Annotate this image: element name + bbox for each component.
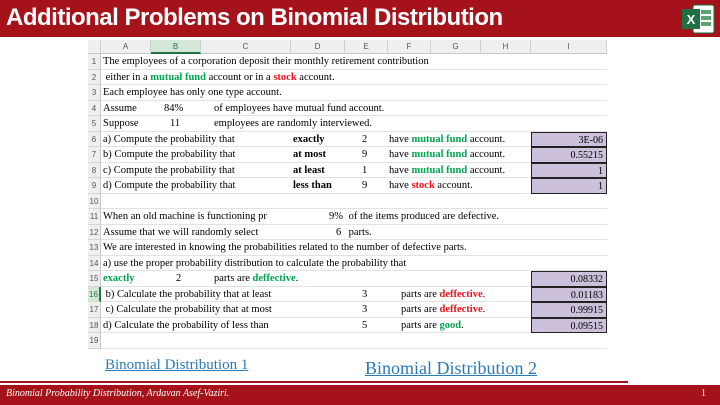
result-cell-i18[interactable]: 0.09515	[531, 318, 607, 334]
cell-a11[interactable]: When an old machine is functioning pr	[103, 211, 267, 222]
stock-label: stock	[411, 180, 435, 191]
cell-a14[interactable]: a) use the proper probability distribution to calculate the probability that	[103, 257, 407, 269]
cell-a4[interactable]: Assume	[103, 102, 137, 114]
binomial-distribution-2-link[interactable]: Binomial Distribution 2	[365, 358, 538, 378]
sheet-row-7[interactable]	[101, 147, 607, 163]
row-header-14[interactable]: 14	[88, 256, 101, 272]
sheet-row-11[interactable]	[101, 209, 607, 225]
cell-c5[interactable]: employees are randomly interviewed.	[214, 118, 373, 129]
cell-e17[interactable]: 3	[362, 304, 368, 315]
title-bar	[0, 0, 720, 37]
column-header-g[interactable]: G	[431, 40, 481, 54]
text-segment: .	[295, 273, 299, 284]
column-header-f[interactable]: F	[388, 40, 431, 54]
result-cell-i9[interactable]: 1	[531, 178, 607, 194]
binomial-distribution-1-link[interactable]: Binomial Distribution 1	[105, 357, 249, 373]
result-cell-i15[interactable]: 0.08332	[531, 271, 607, 287]
result-cell-i8[interactable]: 1	[531, 163, 607, 179]
sheet-row-1[interactable]	[101, 54, 607, 70]
row-header-3[interactable]: 3	[88, 85, 101, 101]
text-segment: .	[482, 304, 486, 315]
excel-icon-letter: X	[686, 12, 696, 27]
result-cell-i17[interactable]: 0.99915	[531, 302, 607, 318]
cell-e18[interactable]: 5	[362, 319, 368, 331]
row-header-10[interactable]: 10	[88, 194, 101, 210]
cell-e7[interactable]: 9	[362, 149, 368, 160]
column-header-a[interactable]: A	[101, 40, 151, 54]
cell-e8[interactable]: 1	[362, 164, 368, 176]
row-header-6[interactable]: 6	[88, 132, 101, 148]
good-label: good	[439, 319, 462, 331]
row-header-18[interactable]: 18	[88, 318, 101, 334]
text-segment: account.	[434, 180, 473, 191]
mutual-fund-label: mutual fund	[411, 133, 468, 145]
cell-a8[interactable]: c) Compute the probability that	[103, 164, 235, 176]
column-header-b[interactable]: B	[151, 40, 201, 54]
text-segment: .	[482, 288, 486, 300]
row-header-15[interactable]: 15	[88, 271, 101, 287]
cell-a16[interactable]: b) Calculate the probability that at least	[103, 288, 272, 300]
cell-e16[interactable]: 3	[362, 288, 368, 300]
cell-e9[interactable]: 9	[362, 180, 368, 191]
cell-f16[interactable]	[401, 287, 485, 302]
row-header-16[interactable]: 16	[88, 287, 101, 303]
sheet-row-16[interactable]	[101, 287, 607, 303]
cell-a1[interactable]: The employees of a corporation deposit their monthly retirement contribution	[103, 56, 429, 67]
spreadsheet[interactable]	[88, 40, 607, 352]
column-header-h[interactable]: H	[481, 40, 531, 54]
sheet-row-10[interactable]	[101, 194, 607, 210]
mutual-fund-label: mutual fund	[411, 164, 468, 176]
cell-c15[interactable]	[214, 271, 298, 286]
defective-label: deffective	[439, 304, 483, 315]
sheet-row-5[interactable]	[101, 116, 607, 132]
row-header-7[interactable]: 7	[88, 147, 101, 163]
text-segment: account.	[467, 133, 506, 145]
text-segment: have	[389, 133, 412, 145]
cell-b15[interactable]: 2	[176, 273, 182, 284]
cell-a6[interactable]: a) Compute the probability that	[103, 133, 235, 145]
sheet-row-14[interactable]	[101, 256, 607, 272]
text-segment: have	[389, 149, 412, 160]
cell-a7[interactable]: b) Compute the probability that	[103, 149, 236, 160]
cell-e6[interactable]: 2	[362, 133, 368, 145]
footer-text: Binomial Probability Distribution, Ardavan Asef-Vaziri.	[6, 388, 230, 399]
cell-d12[interactable]: 6	[336, 226, 342, 238]
cell-d7[interactable]: at most	[293, 149, 326, 160]
sheet-row-15[interactable]	[101, 271, 607, 287]
text-segment: either in a	[103, 71, 151, 83]
row-header-17[interactable]: 17	[88, 302, 101, 318]
text-segment: parts are	[401, 288, 440, 300]
cell-a13[interactable]: We are interested in knowing the probabilities related to the number of defective parts.	[103, 242, 467, 253]
sheet-row-18[interactable]	[101, 318, 607, 334]
cell-a18[interactable]: d) Calculate the probability of less than	[103, 319, 269, 331]
row-header-13[interactable]: 13	[88, 240, 101, 256]
select-all-corner[interactable]	[88, 40, 101, 54]
sheet-row-12[interactable]	[101, 225, 607, 241]
cell-a15[interactable]: exactly	[103, 273, 135, 284]
sheet-row-4[interactable]	[101, 101, 607, 117]
page-number: 1	[701, 388, 706, 399]
row-header-8[interactable]: 8	[88, 163, 101, 179]
result-cell-i6[interactable]: 3E-06	[531, 132, 607, 148]
sheet-row-19[interactable]	[101, 333, 607, 349]
mutual-fund-label: mutual fund	[411, 149, 468, 160]
cell-a12[interactable]: Assume that we will randomly select	[103, 226, 259, 238]
row-header-12[interactable]: 12	[88, 225, 101, 241]
sheet-row-9[interactable]	[101, 178, 607, 194]
row-header-4[interactable]: 4	[88, 101, 101, 117]
cell-e12[interactable]: parts.	[346, 226, 372, 238]
excel-icon[interactable]	[681, 4, 715, 34]
sheet-row-6[interactable]	[101, 132, 607, 148]
cell-f8[interactable]	[389, 163, 505, 178]
row-header-9[interactable]: 9	[88, 178, 101, 194]
column-header-c[interactable]: C	[201, 40, 291, 54]
defective-label: deffective	[252, 273, 296, 284]
cell-a5[interactable]: Suppose	[103, 118, 139, 129]
cell-d8[interactable]: at least	[293, 164, 325, 176]
cell-b4[interactable]: 84%	[164, 102, 184, 114]
cell-e11[interactable]: of the items produced are defective.	[346, 211, 500, 222]
slide-title: Additional Problems on Binomial Distribution	[6, 4, 503, 31]
cell-c4[interactable]: of employees have mutual fund account.	[214, 102, 385, 114]
cell-d9[interactable]: less than	[293, 180, 332, 191]
row-header-11[interactable]: 11	[88, 209, 101, 225]
text-segment: account.	[296, 71, 335, 83]
defective-label: deffective	[439, 288, 483, 300]
sheet-row-2[interactable]	[101, 70, 607, 86]
row-header-2[interactable]: 2	[88, 70, 101, 86]
sheet-row-13[interactable]	[101, 240, 607, 256]
cell-d11[interactable]: 9%	[329, 211, 343, 222]
footer-divider	[0, 381, 628, 383]
cell-f6[interactable]	[389, 132, 505, 147]
footer-bar	[0, 385, 720, 405]
cell-f18[interactable]	[401, 318, 464, 333]
mutual-fund-label: mutual fund	[150, 71, 206, 83]
row-header-19[interactable]: 19	[88, 333, 101, 349]
text-segment: parts are	[401, 304, 440, 315]
cell-a17[interactable]: c) Calculate the probability that at most	[103, 304, 272, 315]
column-header-e[interactable]: E	[345, 40, 388, 54]
row-header-1[interactable]: 1	[88, 54, 101, 70]
sheet-row-8[interactable]	[101, 163, 607, 179]
text-segment: parts are	[214, 273, 253, 284]
column-header-d[interactable]: D	[291, 40, 345, 54]
text-segment: account or in a	[205, 71, 274, 83]
row-header-5[interactable]: 5	[88, 116, 101, 132]
text-segment: have	[389, 180, 412, 191]
text-segment: account.	[467, 164, 506, 176]
cell-d6[interactable]: exactly	[293, 133, 325, 145]
result-cell-i7[interactable]: 0.55215	[531, 147, 607, 163]
result-cell-i16[interactable]: 0.01183	[531, 287, 607, 303]
cell-f9[interactable]	[389, 178, 473, 193]
column-header-i[interactable]: I	[531, 40, 607, 54]
text-segment: parts are	[401, 319, 440, 331]
sheet-row-3[interactable]	[101, 85, 607, 101]
cell-f7[interactable]	[389, 147, 505, 162]
cell-b5[interactable]: 11	[170, 118, 181, 129]
text-segment: have	[389, 164, 412, 176]
text-segment: .	[461, 319, 464, 331]
cell-a3[interactable]: Each employee has only one type account.	[103, 87, 282, 98]
cell-a9[interactable]: d) Compute the probability that	[103, 180, 236, 191]
cell-a2[interactable]	[103, 70, 335, 85]
sheet-row-17[interactable]	[101, 302, 607, 318]
cell-f17[interactable]	[401, 302, 485, 317]
stock-label: stock	[273, 71, 297, 83]
text-segment: account.	[467, 149, 506, 160]
